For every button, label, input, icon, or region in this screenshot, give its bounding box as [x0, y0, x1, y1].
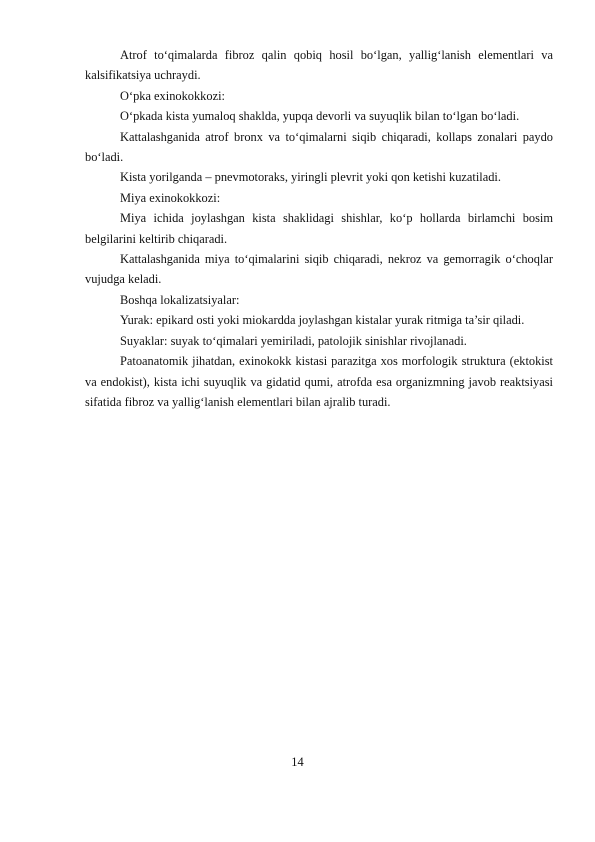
paragraph: Patoanatomik jihatdan, exinokokk kistasi parazitga xos morfologik struktura (ektokist va endokist), kista ichi suyuqlik va gidatid qumi, atrofda esa organizmning javob reaktsiyasi sifatida fibroz va yallig‘lanish elementlari bilan ajralib turadi. — [85, 354, 553, 409]
page-number: 14 — [291, 755, 304, 769]
paragraph: Miya ichida joylashgan kista shaklidagi shishlar, ko‘p hollarda birlamchi bosim belgilarini keltirib chiqaradi. — [85, 211, 553, 246]
paragraph: Kattalashganida miya to‘qimalarini siqib chiqaradi, nekroz va gemorragik o‘choqlar vujudga keladi. — [85, 252, 553, 287]
section-heading: O‘pka exinokokkozi: — [120, 88, 225, 103]
paragraph: Suyaklar: suyak to‘qimalari yemiriladi, patolojik sinishlar rivojlanadi. — [120, 333, 467, 348]
page-body — [85, 45, 553, 412]
paragraph: Kista yorilganda – pnevmotoraks, yiringli plevrit yoki qon ketishi kuzatiladi. — [120, 170, 501, 185]
section-heading: Miya exinokokkozi: — [120, 190, 221, 205]
paragraph: Atrof to‘qimalarda fibroz qalin qobiq hosil bo‘lgan, yallig‘lanish elementlari va kalsifikatsiya uchraydi. — [85, 48, 553, 83]
section-heading: Boshqa lokalizatsiyalar: — [120, 292, 240, 307]
paragraph: O‘pkada kista yumaloq shaklda, yupqa devorli va suyuqlik bilan to‘lgan bo‘ladi. — [120, 109, 520, 124]
paragraph: Kattalashganida atrof bronx va to‘qimalarni siqib chiqaradi, kollaps zonalari paydo bo‘ladi. — [85, 129, 553, 165]
paragraph: Yurak: epikard osti yoki miokardda joylashgan kistalar yurak ritmiga ta’sir qiladi. — [120, 313, 525, 328]
